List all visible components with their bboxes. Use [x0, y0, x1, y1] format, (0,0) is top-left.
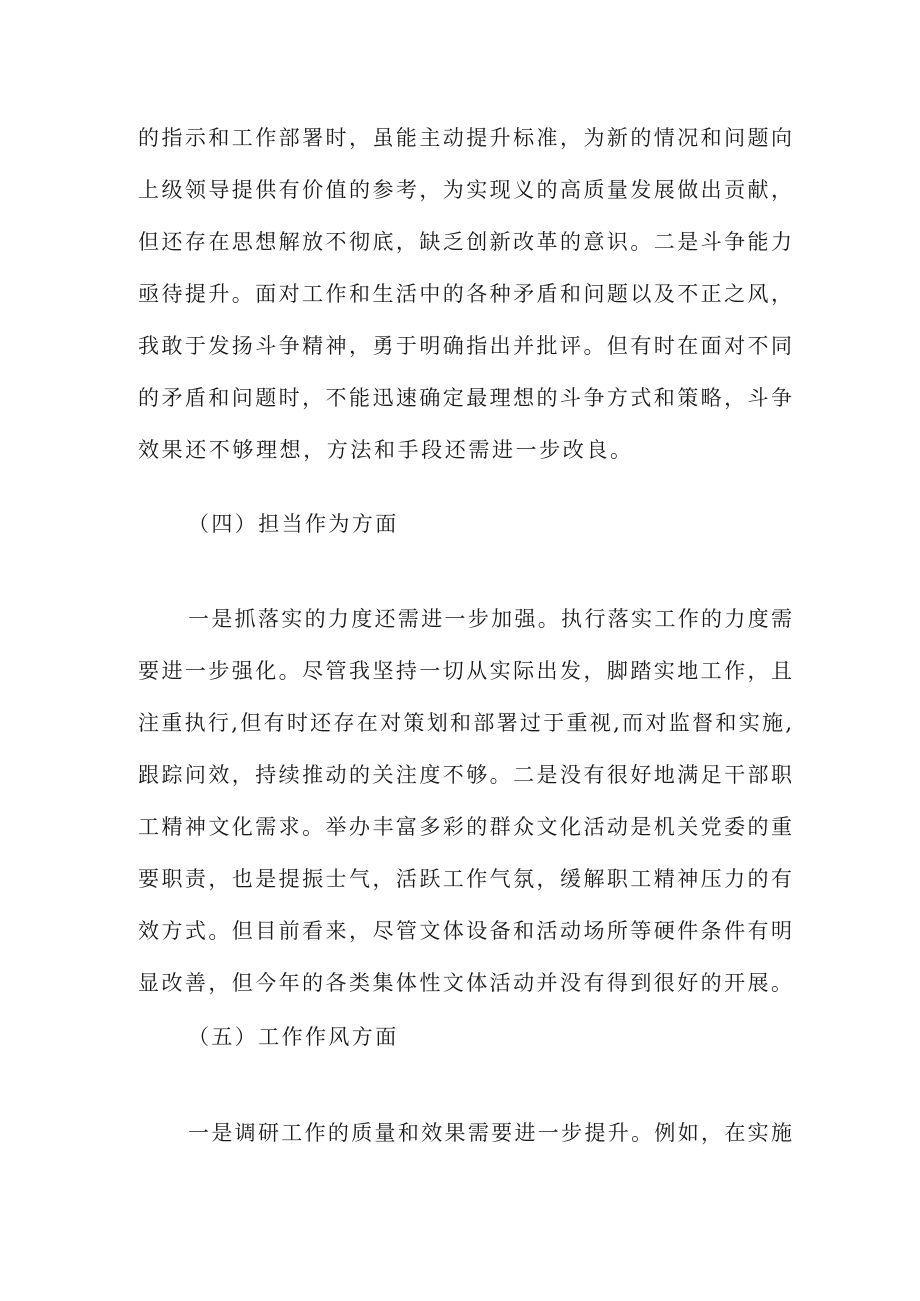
- paragraph-line: 上级领导提供有价值的参考，为实现义的高质量发展做出贡献，: [138, 178, 792, 202]
- paragraph-line: 亟待提升。面对工作和生活中的各种矛盾和问题以及不正之风，: [138, 282, 792, 306]
- paragraph-line: 我敢于发扬斗争精神，勇于明确指出并批评。但有时在面对不同: [138, 334, 792, 358]
- paragraph-line: 但还存在思想解放不彻底，缺乏创新改革的意识。二是斗争能力: [138, 230, 792, 254]
- paragraph-line: 的矛盾和问题时，不能迅速确定最理想的斗争方式和策略，斗争: [138, 386, 792, 410]
- paragraph-line: 要职责，也是提振士气，活跃工作气氛，缓解职工精神压力的有: [138, 867, 792, 891]
- paragraph-line: 一是抓落实的力度还需进一步加强。执行落实工作的力度需: [188, 607, 792, 631]
- paragraph-line: 效方式。但目前看来，尽管文体设备和活动场所等硬件条件有明: [138, 919, 792, 943]
- paragraph-line: 一是调研工作的质量和效果需要进一步提升。例如，在实施: [188, 1121, 792, 1145]
- paragraph-line: 显改善，但今年的各类集体性文体活动并没有得到很好的开展。: [138, 971, 792, 995]
- paragraph-line: 效果还不够理想，方法和手段还需进一步改良。: [138, 438, 634, 462]
- paragraph-line: 注重执行,但有时还存在对策划和部署过于重视,而对监督和实施,: [138, 711, 792, 735]
- section-heading-4: （四）担当作为方面: [188, 512, 399, 536]
- paragraph-line: 要进一步强化。尽管我坚持一切从实际出发，脚踏实地工作，且: [138, 659, 792, 683]
- paragraph-line: 的指示和工作部署时，虽能主动提升标准，为新的情况和问题向: [138, 126, 792, 150]
- section-heading-5: （五）工作作风方面: [188, 1025, 399, 1049]
- paragraph-line: 工精神文化需求。举办丰富多彩的群众文化活动是机关党委的重: [138, 815, 792, 839]
- paragraph-line: 跟踪问效，持续推动的关注度不够。二是没有很好地满足干部职: [138, 763, 792, 787]
